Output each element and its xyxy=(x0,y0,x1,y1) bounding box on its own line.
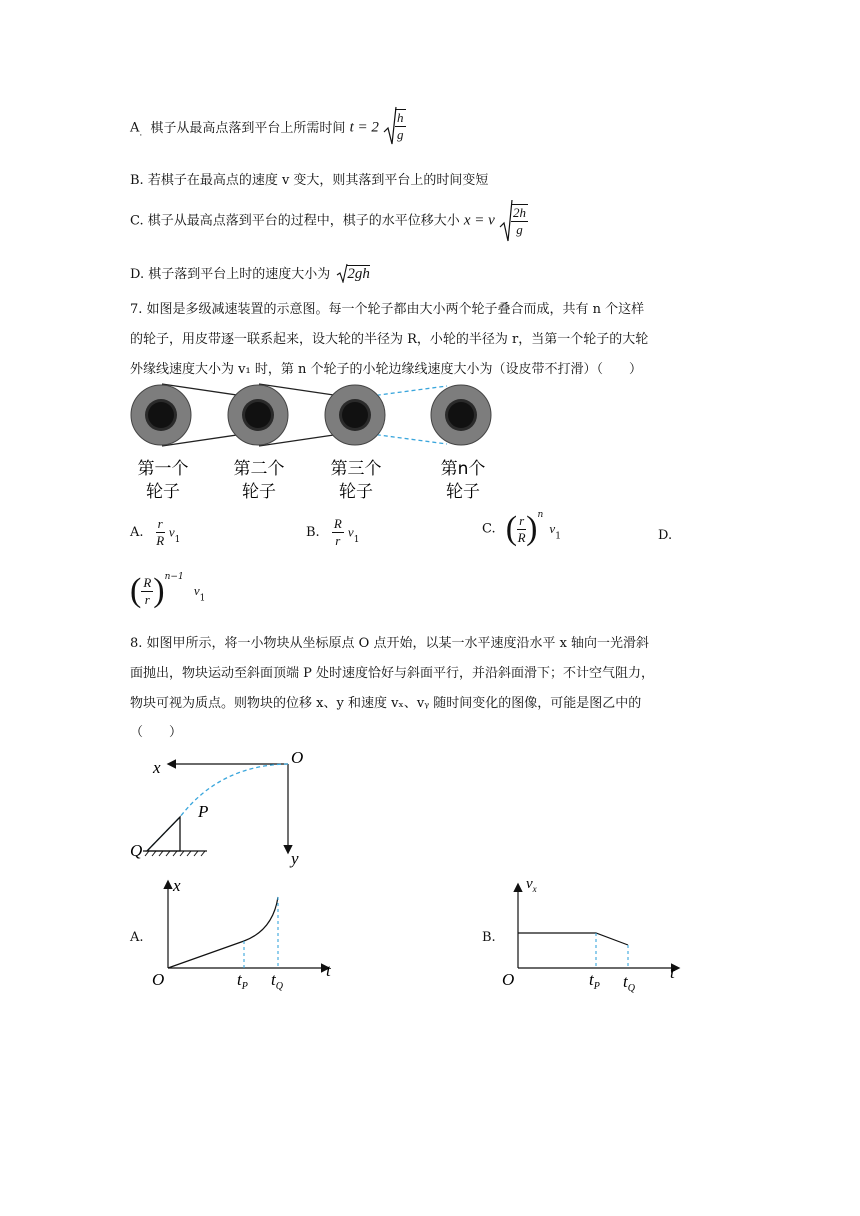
wheel-n-label-top: 第n个 xyxy=(440,459,486,479)
ground-hatch xyxy=(145,851,205,856)
q7-option-b: B. $\frac{R}{r}$ $v_1$ xyxy=(306,516,360,548)
q7-option-c-label: C. xyxy=(482,521,496,537)
wheel-1 xyxy=(131,385,191,445)
q6-option-b: B. 若棋子在最高点的速度 v 变大，则其落到平台上的时间变短 xyxy=(130,173,489,188)
q7-option-b-fraction: $\frac{R}{r}$ xyxy=(333,516,342,548)
q7-option-a-label: A. xyxy=(130,525,144,540)
q6-option-c-formula-lhs: x = v xyxy=(463,212,495,229)
svg-text:t: t xyxy=(670,963,675,982)
wheel-2 xyxy=(228,385,288,445)
wheel-1-label-bottom: 轮子 xyxy=(146,482,180,502)
wheel-n xyxy=(431,385,491,445)
svg-text:tP: $t_P$ xyxy=(589,970,600,992)
q7-option-d-fraction: $\frac{R}{r}$ xyxy=(143,574,152,607)
q7-option-a-fraction: $\frac{r}{R}$ xyxy=(156,516,165,548)
q7-stem-line1: 7. 如图是多级减速装置的示意图。每一个轮子都由大小两个轮子叠合而成，共有 n 个这样 xyxy=(130,302,645,317)
wheel-3-label-top: 第三个 xyxy=(330,459,382,479)
label-p: P xyxy=(198,802,209,821)
svg-text:x: x xyxy=(173,876,181,895)
wheel-1-label-top: 第一个 xyxy=(137,459,189,479)
q8-option-a-label: A. xyxy=(130,930,144,945)
q7-option-a: A. $\frac{r}{R}$ $v_1$ xyxy=(130,516,181,548)
svg-text:tQ: $t_Q$ xyxy=(271,970,283,992)
q6-option-a-prefix: A xyxy=(130,120,140,136)
q8-graph-a xyxy=(150,875,340,997)
svg-text:O: O xyxy=(152,970,165,989)
wheel-3-label-bottom: 轮子 xyxy=(339,482,373,502)
graph-b-line xyxy=(518,933,628,945)
q7-stem-line2: 的轮子，用皮带逐一联系起来，设大轮的半径为 R，小轮的半径为 r，当第一个轮子的大轮 xyxy=(130,332,649,347)
q6-option-d-formula: 2gh xyxy=(347,266,370,282)
q7-stem-line3: 外缘线速度大小为 v₁ 时，第 n 个轮子的小轮边缘线速度大小为（设皮带不打滑）（ ） xyxy=(130,362,642,377)
q7-option-b-label: B. xyxy=(306,525,320,540)
label-y: y xyxy=(291,849,299,868)
svg-text:O: O xyxy=(502,970,515,989)
label-o: O xyxy=(291,748,304,767)
q6-option-a: $A_.$ 棋子从最高点落到平台上所需时间 t = 2 $\frac{h}{g}$ xyxy=(130,108,408,148)
q8-figure-jia xyxy=(125,745,315,870)
svg-text:vx: $v_x$ xyxy=(526,876,537,894)
q7-option-c-fraction: $\frac{r}{R}$ xyxy=(517,512,526,545)
svg-text:tQ: $t_Q$ xyxy=(623,972,635,994)
q7-option-d-label: D. xyxy=(658,528,673,543)
q6-option-c xyxy=(130,199,530,243)
wheel-2-label-top: 第二个 xyxy=(233,459,285,479)
q6-option-a-sqrt: $\frac{h}{g}$ xyxy=(383,106,408,146)
svg-text:t: t xyxy=(326,961,331,980)
svg-text:tP: $t_P$ xyxy=(237,970,248,992)
label-x: x xyxy=(153,758,161,777)
q7-option-d: ( $\frac{R}{r}$ )$^{n-1}$ $v_1$ xyxy=(130,572,206,609)
q6-option-a-formula-lhs: t = 2 xyxy=(349,119,379,136)
wheel-n-label-bottom: 轮子 xyxy=(446,482,480,502)
q8-stem-line3: 物块可视为质点。则物块的位移 x、y 和速度 vₓ、vᵧ 随时间变化的图像，可能是图乙中的 xyxy=(130,696,642,711)
q6-option-d-text: D. 棋子落到平台上时的速度大小为 xyxy=(130,267,331,282)
wheel-3 xyxy=(325,385,385,445)
trajectory xyxy=(147,764,288,851)
q6-option-d xyxy=(130,263,371,283)
graph-a-curve xyxy=(168,897,278,968)
q6-option-a-text: 棋子从最高点落到平台上所需时间 xyxy=(150,120,346,136)
q8-option-b-label: B. xyxy=(482,930,496,945)
q8-graph-b xyxy=(500,875,690,997)
wheel-2-label-bottom: 轮子 xyxy=(242,482,276,502)
label-q: Q xyxy=(130,841,143,860)
q8-stem-line4: （ ） xyxy=(130,725,183,740)
q7-option-c: C. ( $\frac{r}{R}$ )$^n$ $v_1$ xyxy=(482,510,561,547)
q6-option-c-sqrt: $\frac{2h}{g}$ xyxy=(499,199,530,243)
q8-stem-line1: 8. 如图甲所示，将一小物块从坐标原点 O 点开始，以某一水平速度沿水平 x 轴向一光滑斜 xyxy=(130,636,650,651)
incline xyxy=(147,817,180,851)
q7-wheel-diagram xyxy=(125,378,505,506)
q8-stem-line2: 面抛出，物块运动至斜面顶端 P 处时速度恰好与斜面平行，并沿斜面滑下；不计空气阻力， xyxy=(130,666,655,681)
q6-option-c-text: C. 棋子从最高点落到平台的过程中，棋子的水平位移大小 xyxy=(130,213,460,229)
